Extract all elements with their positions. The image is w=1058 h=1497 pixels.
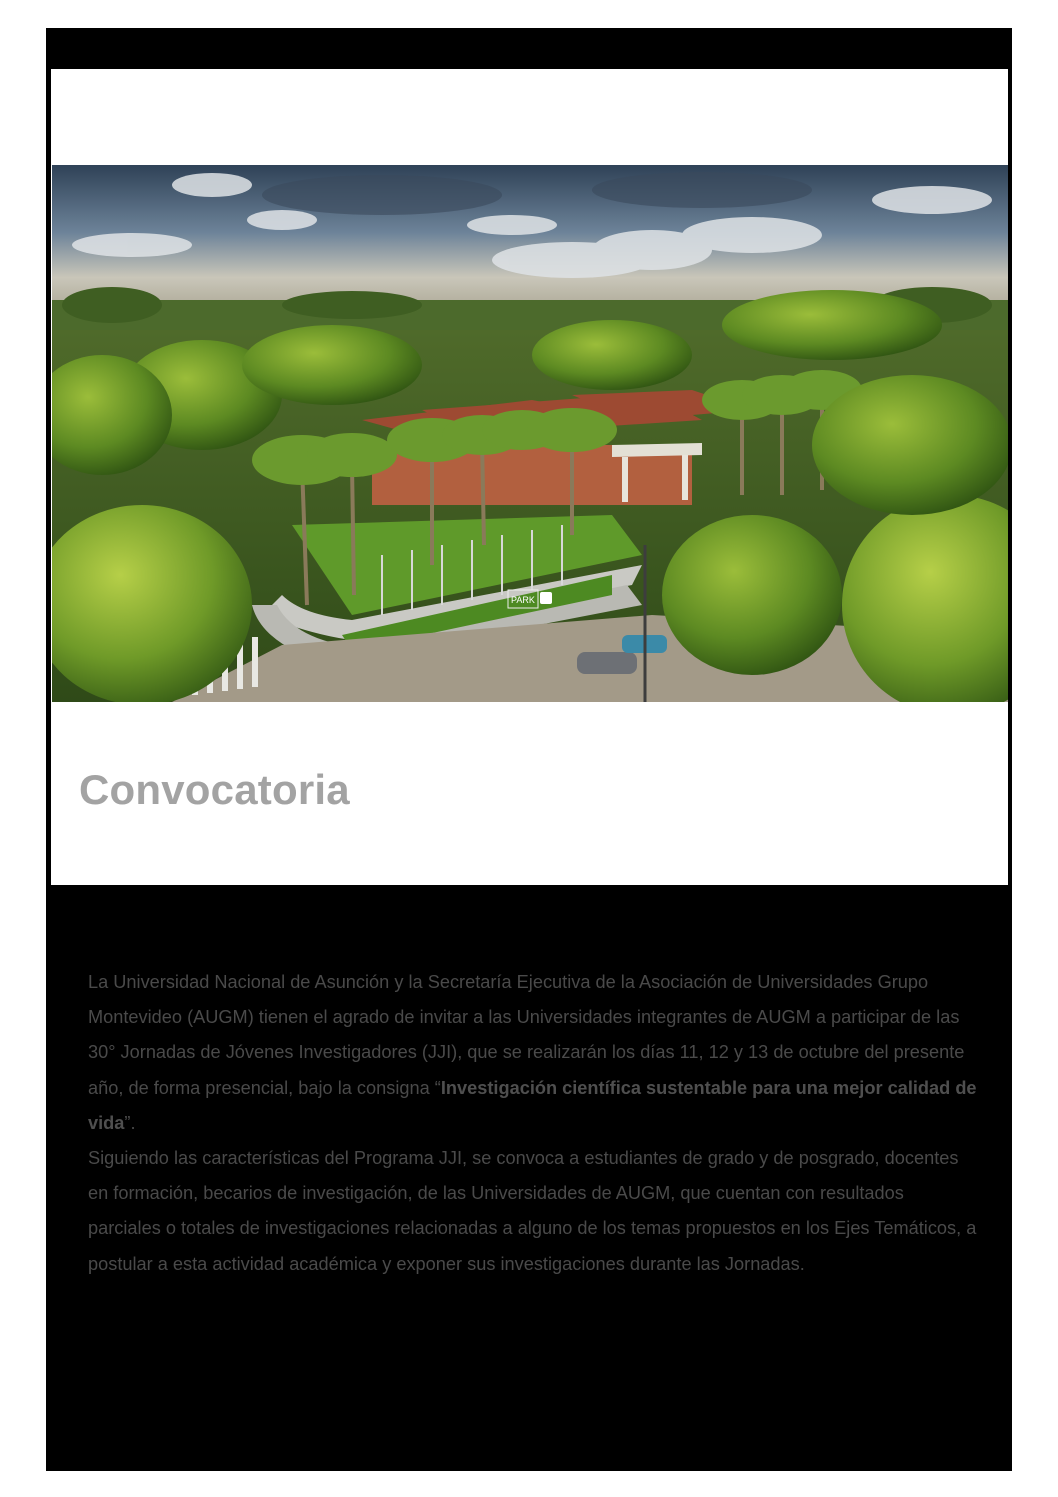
body-text <box>88 965 978 1282</box>
paragraph-intro-end: ”. <box>124 1112 136 1133</box>
paragraph-intro-bold: Investigación científica sustentable para una mejor calidad de vida <box>88 1077 977 1133</box>
paragraph-call: Siguiendo las características del Programa JJI, se convoca a estudiantes de grado y de posgrado, docentes en formación, becarios de investigación, de las Universidades de AUGM, que cuentan con resultados parciales o totales de investigaciones relacionadas a alguno de los temas propuestos en los Ejes Temáticos, a postular a esta actividad académica y exponer sus investigaciones durante las Jornadas. <box>88 1148 977 1274</box>
campus-aerial-photo <box>52 165 1008 702</box>
page-title: Convocatoria <box>79 766 350 813</box>
paragraph-intro-text: La Universidad Nacional de Asunción y la Secretaría Ejecutiva de la Asociación de Universidades Grupo Montevideo (AUGM) tienen el agrado de invitar a las Universidades integrantes de AUGM a participar de las 30° Jornadas de Jóvenes Investigadores (JJI), que se realizarán los días 11, 12 y 13 de octubre del presente año, de forma presencial, bajo la consigna “ <box>88 972 965 1098</box>
paragraph-intro <box>88 965 978 1141</box>
photo-watermark: PARK <box>511 595 535 605</box>
